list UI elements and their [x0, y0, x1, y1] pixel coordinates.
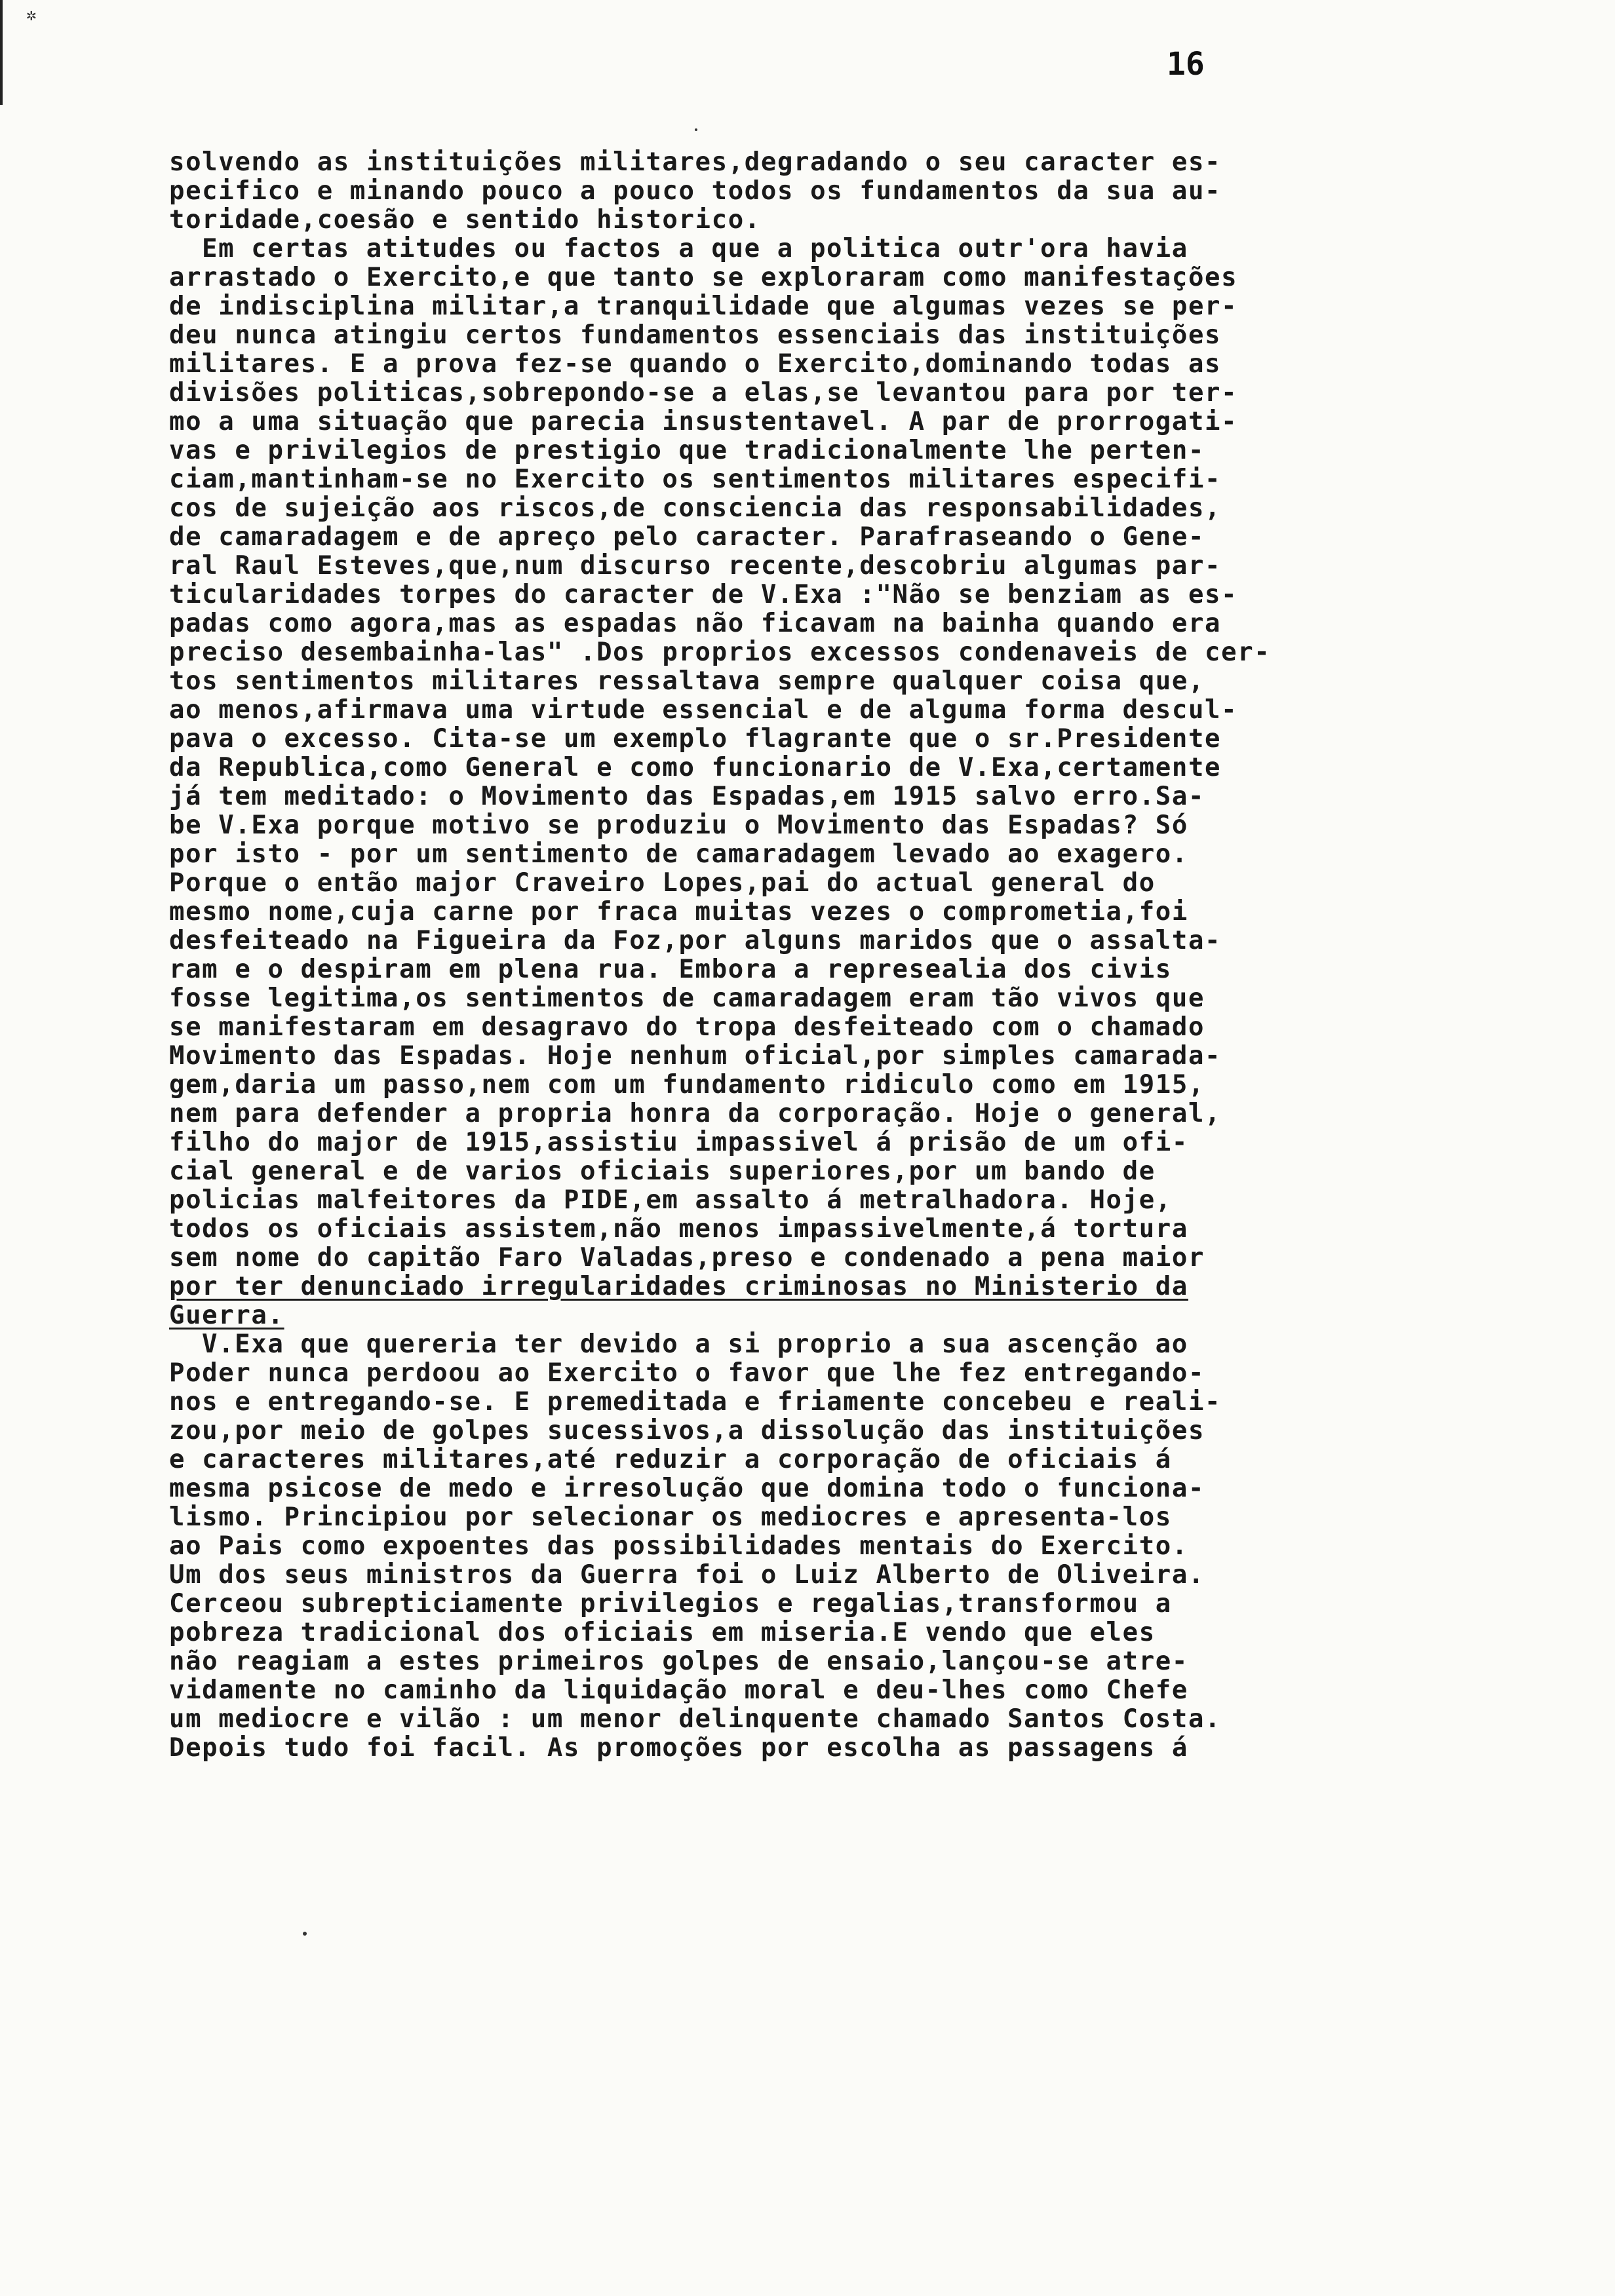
- text-line: tos sentimentos militares ressaltava sempre qualquer coisa que,: [169, 666, 1205, 696]
- text-line: pecifico e minando pouco a pouco todos os fundamentos da sua au-: [169, 176, 1222, 206]
- text-line: zou,por meio de golpes sucessivos,a dissolução das instituições: [169, 1416, 1205, 1445]
- text-line: toridade,coesão e sentido historico.: [169, 205, 761, 235]
- text-line: V.Exa que quereria ter devido a si proprio a sua ascenção ao: [202, 1330, 1188, 1359]
- text-line-underlined: Guerra.: [169, 1301, 284, 1330]
- text-line: ticularidades torpes do caracter de V.Exa :"Não se benziam as es-: [169, 580, 1238, 609]
- text-line: solvendo as instituições militares,degradando o seu caracter es-: [169, 147, 1222, 177]
- text-line: nem para defender a propria honra da corporação. Hoje o general,: [169, 1099, 1222, 1128]
- text-line: de camaradagem e de apreço pelo caracter. Parafraseando o Gene-: [169, 522, 1205, 552]
- text-line: vas e privilegios de prestigio que tradicionalmente lhe perten-: [169, 436, 1205, 465]
- stray-mark: [695, 128, 697, 131]
- text-line: um mediocre e vilão : um menor delinquente chamado Santos Costa.: [169, 1704, 1222, 1734]
- text-line: Porque o então major Craveiro Lopes,pai do actual general do: [169, 868, 1156, 898]
- text-line: todos os oficiais assistem,não menos impassivelmente,á tortura: [169, 1214, 1188, 1244]
- text-line: divisões politicas,sobrepondo-se a elas,se levantou para por ter-: [169, 378, 1238, 408]
- text-line: mesmo nome,cuja carne por fraca muitas vezes o comprometia,foi: [169, 897, 1188, 927]
- text-line: policias malfeitores da PIDE,em assalto á metralhadora. Hoje,: [169, 1185, 1172, 1215]
- text-line: filho do major de 1915,assistiu impassivel á prisão de um ofi-: [169, 1128, 1188, 1157]
- stray-mark: [303, 1932, 307, 1936]
- text-line: deu nunca atingiu certos fundamentos essenciais das instituições: [169, 320, 1222, 350]
- text-line: Poder nunca perdoou ao Exercito o favor que lhe fez entregando-: [169, 1358, 1205, 1388]
- text-line: desfeiteado na Figueira da Foz,por alguns maridos que o assalta-: [169, 926, 1222, 955]
- text-line: ao menos,afirmava uma virtude essencial e de alguma forma descul-: [169, 695, 1238, 725]
- text-line: militares. E a prova fez-se quando o Exercito,dominando todas as: [169, 349, 1222, 379]
- text-line: cial general e de varios oficiais superiores,por um bando de: [169, 1157, 1156, 1186]
- text-line: padas como agora,mas as espadas não ficavam na bainha quando era: [169, 609, 1222, 638]
- page-number: 16: [1167, 46, 1205, 83]
- text-line: de indisciplina militar,a tranquilidade que algumas vezes se per-: [169, 292, 1238, 321]
- text-line: se manifestaram em desagravo do tropa desfeiteado com o chamado: [169, 1012, 1205, 1042]
- text-line: nos e entregando-se. E premeditada e friamente concebeu e reali-: [169, 1387, 1222, 1417]
- text-line: cos de sujeição aos riscos,de consciencia das responsabilidades,: [169, 493, 1222, 523]
- text-line: be V.Exa porque motivo se produziu o Movimento das Espadas? Só: [169, 811, 1188, 840]
- text-line: Cerceou subrepticiamente privilegios e regalias,transformou a: [169, 1589, 1172, 1618]
- text-line: arrastado o Exercito,e que tanto se exploraram como manifestações: [169, 263, 1238, 292]
- margin-line: [0, 0, 3, 105]
- text-line: mesma psicose de medo e irresolução que domina todo o funciona-: [169, 1474, 1205, 1503]
- text-line: Em certas atitudes ou factos a que a politica outr'ora havia: [202, 234, 1188, 263]
- text-line: pobreza tradicional dos oficiais em miseria.E vendo que eles: [169, 1618, 1156, 1647]
- text-line: lismo. Principiou por selecionar os mediocres e apresenta-los: [169, 1502, 1172, 1532]
- text-line: já tem meditado: o Movimento das Espadas,em 1915 salvo erro.Sa-: [169, 782, 1205, 811]
- text-line: gem,daria um passo,nem com um fundamento ridiculo como em 1915,: [169, 1070, 1205, 1100]
- text-line: por isto - por um sentimento de camaradagem levado ao exagero.: [169, 839, 1188, 869]
- text-line: ciam,mantinham-se no Exercito os sentimentos militares especifi-: [169, 465, 1222, 494]
- text-line: ao Pais como expoentes das possibilidades mentais do Exercito.: [169, 1531, 1188, 1561]
- text-line: da Republica,como General e como funcionario de V.Exa,certamente: [169, 753, 1222, 782]
- text-line: vidamente no caminho da liquidação moral e deu-lhes como Chefe: [169, 1675, 1188, 1705]
- text-line: preciso desembainha-las" .Dos proprios excessos condenaveis de cer-: [169, 638, 1271, 667]
- text-line: fosse legitima,os sentimentos de camaradagem eram tão vivos que: [169, 984, 1205, 1013]
- text-line-underlined: por ter denunciado irregularidades criminosas no Ministerio da: [169, 1272, 1188, 1301]
- text-line: e caracteres militares,até reduzir a corporação de oficiais á: [169, 1445, 1172, 1474]
- text-line: pava o excesso. Cita-se um exemplo flagrante que o sr.Presidente: [169, 724, 1222, 754]
- text-line: ral Raul Esteves,que,num discurso recente,descobriu algumas par-: [169, 551, 1222, 581]
- text-line: mo a uma situação que parecia insustentavel. A par de prorrogati-: [169, 407, 1238, 436]
- text-line: Um dos seus ministros da Guerra foi o Luiz Alberto de Oliveira.: [169, 1560, 1205, 1590]
- text-line: ram e o despiram em plena rua. Embora a represealia dos civis: [169, 955, 1172, 984]
- text-line: Movimento das Espadas. Hoje nenhum oficial,por simples camarada-: [169, 1041, 1222, 1071]
- text-line: sem nome do capitão Faro Valadas,preso e condenado a pena maior: [169, 1243, 1205, 1272]
- text-line: não reagiam a estes primeiros golpes de ensaio,lançou-se atre-: [169, 1647, 1188, 1676]
- text-line: Depois tudo foi facil. As promoções por escolha as passagens á: [169, 1733, 1188, 1763]
- corner-mark: ✲: [26, 5, 37, 25]
